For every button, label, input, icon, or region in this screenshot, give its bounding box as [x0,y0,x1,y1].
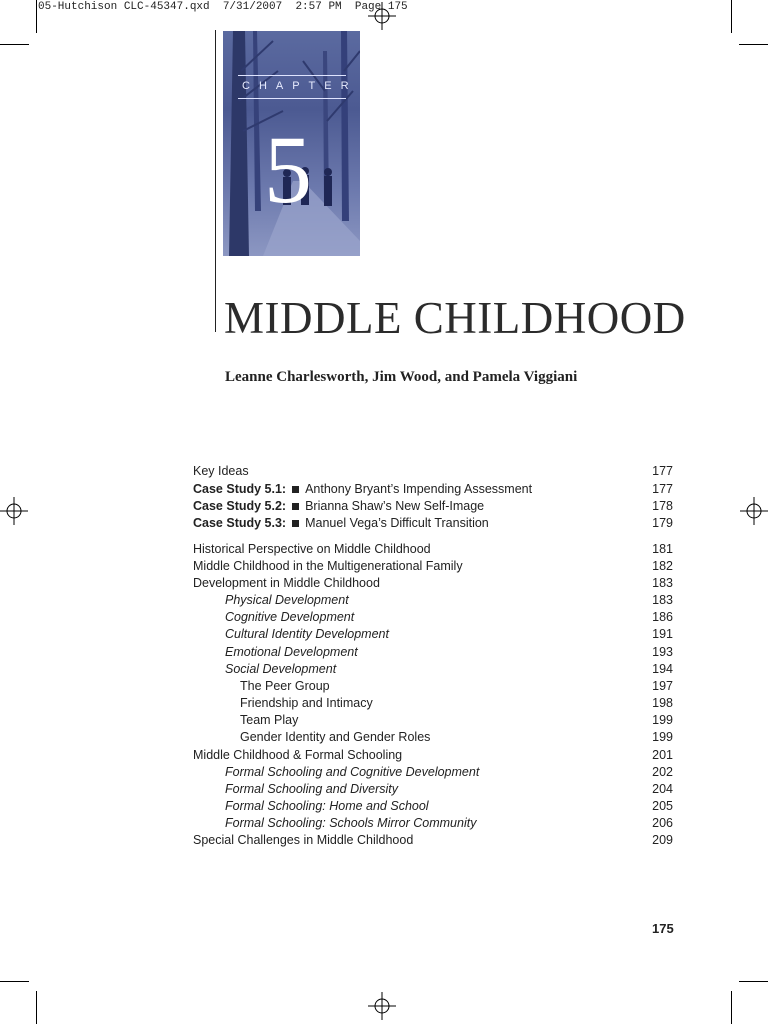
page-number: 175 [652,921,674,936]
toc-row [193,541,673,558]
toc-label: Emotional Development [225,645,358,659]
toc-row [193,592,673,609]
registration-mark-icon [368,2,396,30]
toc-label: The Peer Group [240,679,330,693]
toc-page: 209 [652,833,673,847]
toc-page: 194 [652,662,673,676]
toc-page: 199 [652,730,673,744]
toc-page: 181 [652,542,673,556]
crop-mark [739,981,768,982]
toc-label: Formal Schooling: Home and School [225,799,429,813]
crop-mark [739,44,768,45]
slug-line: 05-Hutchison CLC-45347.qxd 7/31/2007 2:57 PM Page 175 [38,1,408,13]
toc-label: Team Play [240,713,299,727]
chapter-authors: Leanne Charlesworth, Jim Wood, and Pamela Viggiani [225,369,578,385]
toc-label [193,515,489,532]
toc-page: 186 [652,610,673,624]
toc-label: Gender Identity and Gender Roles [240,730,431,744]
toc-label [193,481,532,498]
toc-page: 177 [652,482,673,496]
toc-row [193,798,673,815]
toc-label: Historical Perspective on Middle Childhood [193,542,431,556]
chapter-label-rule [238,98,346,99]
toc-label: Special Challenges in Middle Childhood [193,833,414,847]
registration-mark-icon [0,497,28,525]
toc-label: Key Ideas [193,464,249,478]
case-study-prefix: Case Study 5.3: [193,516,287,530]
toc-page: 201 [652,748,673,762]
crop-mark [0,981,29,982]
square-bullet-icon [292,520,299,527]
case-study-title: Brianna Shaw’s New Self-Image [305,499,485,513]
registration-mark-icon [368,992,396,1020]
toc-label: Middle Childhood in the Multigenerational Family [193,559,463,573]
toc-label: Physical Development [225,593,349,607]
toc-page: 199 [652,713,673,727]
toc-page: 206 [652,816,673,830]
toc-row [193,463,673,480]
toc-row [193,661,673,678]
toc-row [193,644,673,661]
toc-row [193,695,673,712]
toc-row [193,626,673,643]
toc-row [193,558,673,575]
toc-row [193,815,673,832]
toc-label: Cultural Identity Development [225,627,389,641]
toc-page: 193 [652,645,673,659]
chapter-title: MIDDLE CHILDHOOD [224,293,686,343]
toc-row [193,832,673,849]
toc-page: 182 [652,559,673,573]
toc-label: Formal Schooling and Diversity [225,782,398,796]
case-study-prefix: Case Study 5.2: [193,499,287,513]
square-bullet-icon [292,503,299,510]
case-study-prefix: Case Study 5.1: [193,482,287,496]
toc-page: 178 [652,499,673,513]
case-study-row [193,498,673,515]
toc-page: 179 [652,516,673,530]
crop-mark [36,991,37,1024]
toc-page: 198 [652,696,673,710]
case-study-row [193,481,673,498]
toc-page: 183 [652,576,673,590]
toc-row [193,747,673,764]
toc-page: 191 [652,627,673,641]
toc-row [193,729,673,746]
square-bullet-icon [292,486,299,493]
crop-mark [0,44,29,45]
toc-label: Cognitive Development [225,610,355,624]
crop-mark [731,0,732,33]
toc-label [193,498,484,515]
toc-label: Middle Childhood & Formal Schooling [193,748,403,762]
toc-page: 197 [652,679,673,693]
toc-page: 202 [652,765,673,779]
toc-page: 177 [652,464,673,478]
toc-page: 205 [652,799,673,813]
case-study-title: Anthony Bryant’s Impending Assessment [305,482,533,496]
toc-label: Development in Middle Childhood [193,576,380,590]
toc-page: 204 [652,782,673,796]
toc-label: Friendship and Intimacy [240,696,373,710]
toc-label: Social Development [225,662,337,676]
chapter-number: 5 [264,116,312,223]
chapter-label-rule [238,75,346,76]
header-rule [215,30,216,332]
toc-label: Formal Schooling: Schools Mirror Community [225,816,477,830]
toc-row [193,712,673,729]
toc-row [193,781,673,798]
crop-mark [731,991,732,1024]
case-study-title: Manuel Vega’s Difficult Transition [305,516,489,530]
chapter-label: CHAPTER [242,80,358,92]
toc-row [193,764,673,781]
registration-mark-icon [740,497,768,525]
toc-row [193,678,673,695]
toc-page: 183 [652,593,673,607]
toc-row [193,575,673,592]
crop-mark [36,0,37,33]
case-study-row [193,515,673,532]
toc-row [193,609,673,626]
toc-label: Formal Schooling and Cognitive Development [225,765,480,779]
